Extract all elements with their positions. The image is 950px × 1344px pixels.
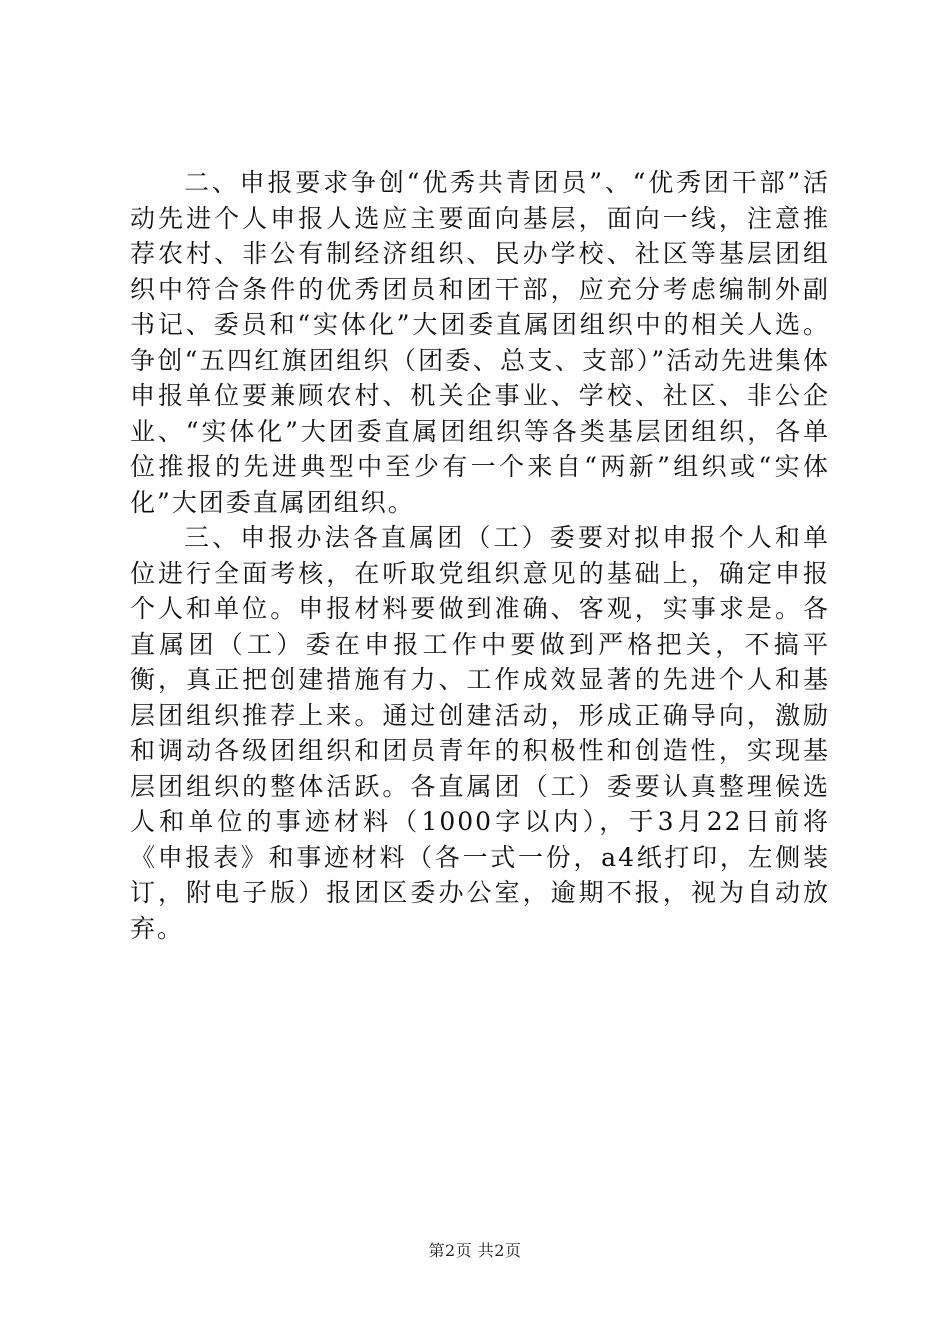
paragraph-application-procedure: 三、申报办法各直属团（工）委要对拟申报个人和单位进行全面考核，在听取党组织意见的基础上，确定申报个人和单位。申报材料要做到准确、客观，实事求是。各直属团（工）委在申报工作中要做到严格把关，不搞平衡，真正把创建措施有力、工作成效显著的先进个人和基层团组织推荐上来。通过创建活动，形成正确导向，激励和调动各级团组织和团员青年的积极性和创造性，实现基层团组织的整体活跃。各直属团（工）委要认真整理候选人和单位的事迹材料（1000字以内），于3月22日前将《申报表》和事迹材料（各一式一份，a4纸打印，左侧装订，附电子版）报团区委办公室，逾期不报，视为自动放弃。	[130, 523, 830, 943]
document-body	[130, 165, 830, 946]
page-number-footer: 第2页 共2页	[428, 1241, 522, 1260]
paragraph-application-requirements: 二、申报要求争创“优秀共青团员”、“优秀团干部”活动先进个人申报人选应主要面向基层，面向一线，注意推荐农村、非公有制经济组织、民办学校、社区等基层团组织中符合条件的优秀团员和团干部，应充分考虑编制外副书记、委员和“实体化”大团委直属团组织中的相关人选。争创“五四红旗团组织（团委、总支、支部）”活动先进集体申报单位要兼顾农村、机关企事业、学校、社区、非公企业、“实体化”大团委直属团组织等各类基层团组织，各单位推报的先进典型中至少有一个来自“两新”组织或“实体化”大团委直属团组织。	[130, 168, 830, 517]
